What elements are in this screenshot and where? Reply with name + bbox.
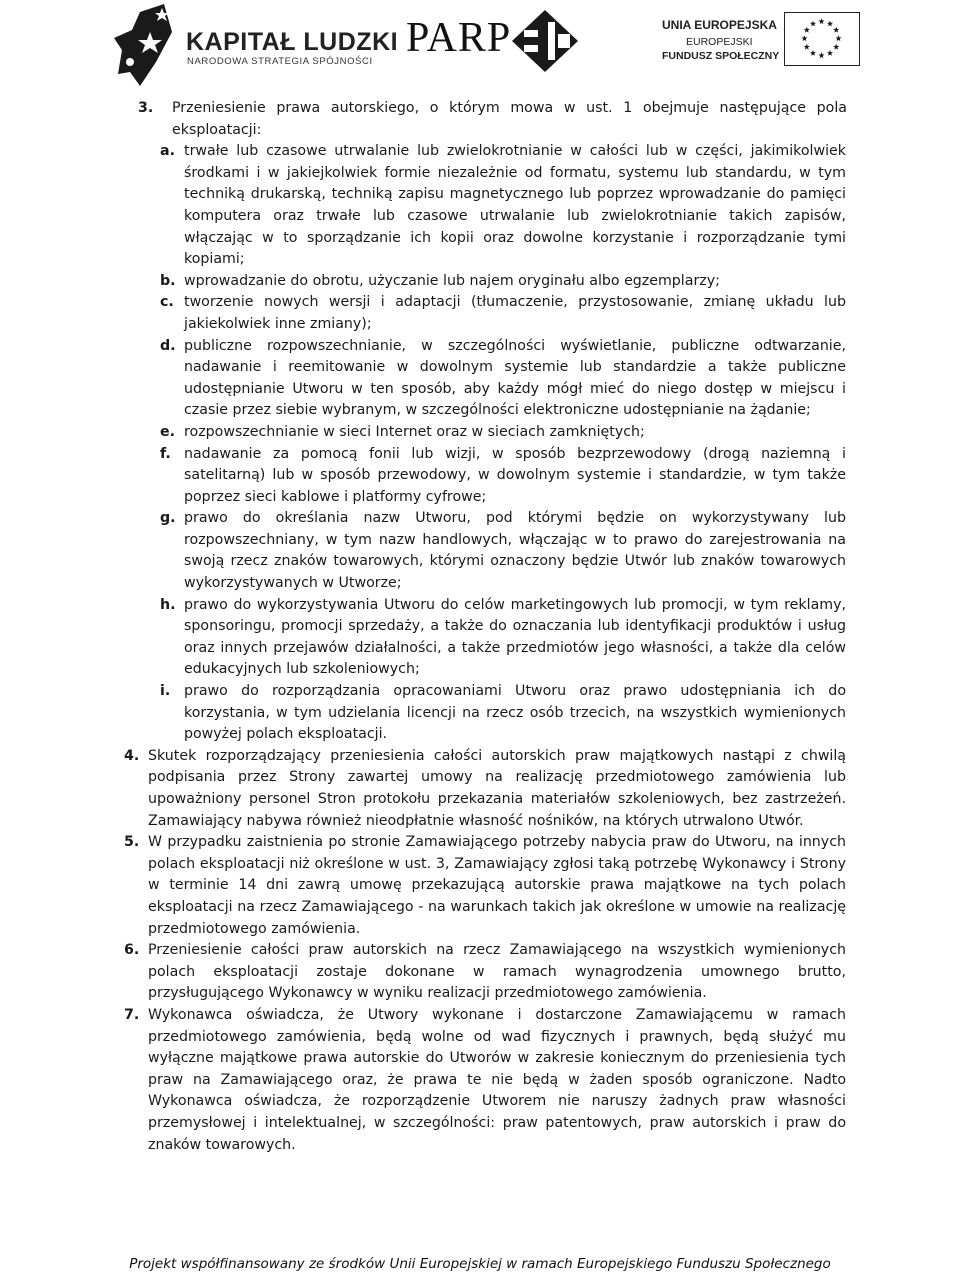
eu-star-icon — [804, 27, 810, 33]
eu-star-icon — [833, 27, 839, 33]
list-item-d — [160, 336, 846, 422]
list-item-e — [160, 422, 846, 444]
list-item-letter: d. — [160, 337, 176, 354]
eu-star-icon — [818, 18, 824, 24]
list-item-letter: g. — [160, 510, 176, 527]
list-item-letter: e. — [160, 423, 176, 440]
list-item-text: tworzenie nowych wersji i adaptacji (tłumaczenie, przystosowanie, zmianę układu lub jakiekolwiek inne zmiany); — [184, 294, 846, 332]
parp-title: PARP — [406, 15, 512, 61]
section-6 — [124, 940, 846, 1005]
eu-star-icon — [804, 44, 810, 50]
list-item-b — [160, 271, 846, 293]
eu-union-label: UNIA EUROPEJSKA — [662, 18, 777, 32]
section-number: 3. — [138, 100, 154, 116]
section-text: Wykonawca oświadcza, że Utwory wykonane i dostarczone Zamawiającemu w ramach przedmiotowego zamówienia, będą wolne od wad fizycznych i prawnych, będą służyć mu wyłączne majątkowe prawa autorskie do Utworów w zakresie koniecznym do przeniesienia tych praw na Zamawiającego oraz, że prawa te nie będą w żaden sposób ograniczone. Nadto Wykonawca oświadcza, że rozporządzenie Utworem nie naruszy żadnych praw własności przemysłowej i intelektualnej, w szczególności: praw patentowych, praw autorskich i praw do znaków towarowych. — [148, 1006, 846, 1153]
section-text: W przypadku zaistnienia po stronie Zamawiającego potrzeby nabycia praw do Utworu, na innych polach eksploatacji niż określone w ust. 3, Zamawiający zgłosi taką potrzebę Wykonawcy i Strony w terminie 14 dni zawrą umowę przekazującą autorskie prawa majątkowe na tych polach eksploatacji na rzecz Zamawiającego - na warunkach takich jak określone w umowie na realizację przedmiotowego zamówienia. — [148, 834, 846, 937]
section-text: Przeniesienie prawa autorskiego, o którym mowa w ust. 1 obejmuje następujące pola eksploatacji: — [172, 100, 847, 138]
list-item-text: trwałe lub czasowe utrwalanie lub zwielokrotnianie w całości lub w części, jakimikolwiek środkami i w jakiejkolwiek formie niezależnie od formatu, systemu lub standardu, w tym techniką drukarską, techniką zapisu magnetycznego lub poprzez wprowadzanie do pamięci komputera oraz trwałe lub czasowe utrwalanie lub zwielokrotnianie takich zapisów, włączając w to sporządzanie ich kopii oraz dowolne korzystanie i rozporządzanie tymi kopiami; — [184, 143, 846, 268]
list-item-letter: i. — [160, 683, 171, 700]
list-item-text: nadawanie za pomocą fonii lub wizji, w sposób bezprzewodowy (drogą naziemną i satelitarną) lub w sposób przewodowy, w dowolnym systemie i standardzie, w tym także poprzez sieci kablowe i platformy cyfrowe; — [184, 445, 846, 505]
page-header — [0, 0, 960, 92]
eu-star-icon — [818, 52, 824, 58]
list-item-letter: a. — [160, 143, 175, 160]
eu-star-icon — [833, 44, 839, 50]
list-item-g — [160, 508, 846, 594]
section-7 — [124, 1005, 846, 1156]
eu-european-label: EUROPEJSKI — [686, 36, 753, 48]
eu-flag-icon — [784, 12, 860, 66]
section-4 — [124, 746, 846, 832]
page-footer: Projekt współfinansowany ze środków Unii Europejskiej w ramach Europejskiego Funduszu Społecznego — [129, 1256, 831, 1272]
kapital-ludzki-title: KAPITAŁ LUDZKI — [186, 28, 399, 56]
list-item-h — [160, 595, 846, 681]
kapital-ludzki-subtitle: NARODOWA STRATEGIA SPÓJNOŚCI — [187, 56, 373, 67]
eu-star-icon — [801, 35, 807, 41]
parp-emblem-icon — [510, 8, 580, 74]
kapital-ludzki-star-icon — [112, 2, 184, 86]
list-item-letter: c. — [160, 294, 174, 311]
list-item-c — [160, 292, 846, 335]
list-item-text: publiczne rozpowszechnianie, w szczególności wyświetlanie, publiczne odtwarzanie, nadawanie i reemitowanie w dowolnym systemie lub standardzie a także publiczne udostępnianie Utworu w ten sposób, aby każdy mógł mieć do niego dostęp w miejscu i czasie przez siebie wybranym, w szczególności elektroniczne udostępnianie na żądanie; — [184, 337, 846, 419]
list-item-text: prawo do wykorzystywania Utworu do celów marketingowych lub promocji, w tym reklamy, sponsoringu, promocji sprzedaży, a także do oznaczania lub identyfikacji produktów i usług oraz innych przejawów działalności, a także przedmiotów jego własności, a także dla celów edukacyjnych lub szkoleniowych; — [184, 596, 846, 678]
eu-star-icon — [835, 35, 841, 41]
eu-star-icon — [810, 50, 816, 56]
section-number: 4. — [124, 747, 140, 764]
list-item-letter: h. — [160, 596, 176, 613]
section-3 — [138, 98, 847, 141]
eu-logo — [662, 12, 862, 72]
list-item-text: wprowadzanie do obrotu, użyczanie lub najem oryginału albo egzemplarzy; — [184, 272, 720, 289]
section-number: 7. — [124, 1006, 140, 1023]
section-5 — [124, 832, 846, 940]
list-item-a — [160, 141, 846, 271]
section-number: 6. — [124, 942, 140, 959]
list-item-letter: f. — [160, 445, 171, 462]
eu-star-icon — [827, 21, 833, 27]
section-text: Przeniesienie całości praw autorskich na rzecz Zamawiającego na wszystkich wymienionych polach eksploatacji zostaje dokonane w ramach wynagrodzenia umownego brutto, przysługującego Wykonawcy w wyniku realizacji przedmiotowego zamówienia. — [148, 942, 846, 1002]
list-item-f — [160, 444, 846, 509]
kapital-ludzki-logo — [112, 2, 399, 86]
list-item-text: prawo do rozporządzania opracowaniami Utworu oraz prawo udostępniania ich do korzystania, w tym udzielania licencji na rzecz osób trzecich, na wszystkich wymienionych powyżej polach eksploatacji. — [184, 683, 846, 743]
eu-social-fund-label: FUNDUSZ SPOŁECZNY — [662, 50, 780, 62]
section-number: 5. — [124, 834, 140, 851]
list-item-text: prawo do określania nazw Utworu, pod którymi będzie on wykorzystywany lub rozpowszechniany, w tym nazw handlowych, włączając w to prawo do zarejestrowania na swoją rzecz znaków towarowych, którymi oznaczony będzie Utwór lub znaków towarowych wykorzystywanych w Utworze; — [184, 510, 846, 592]
document-body — [0, 98, 960, 1156]
list-item-text: rozpowszechnianie w sieci Internet oraz w sieciach zamkniętych; — [184, 423, 645, 440]
list-item-letter: b. — [160, 272, 176, 289]
section-text: Skutek rozporządzający przeniesienia całości autorskich praw majątkowych nastąpi z chwilą podpisania przez Strony zawartej umowy na realizację przedmiotowego zamówienia lub upoważniony personel Stron protokołu przekazania materiałów szkoleniowych, bez zastrzeżeń. Zamawiający nabywa również nieodpłatnie własność nośników, na których utrwalono Utwór. — [148, 747, 846, 829]
eu-star-icon — [827, 50, 833, 56]
parp-logo — [406, 6, 586, 76]
eu-star-icon — [810, 21, 816, 27]
list-item-i — [160, 681, 846, 746]
